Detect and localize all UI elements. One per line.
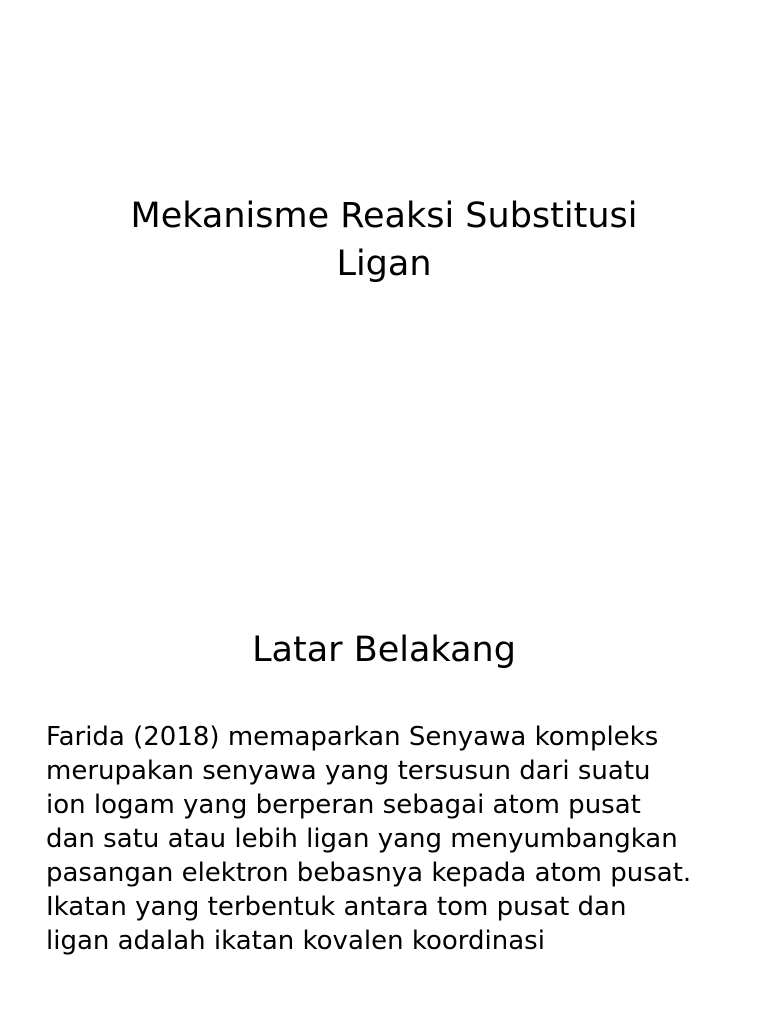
slide-2-body-line-6: Ikatan yang terbentuk antara tom pusat dan bbox=[46, 892, 627, 922]
slide-2-body-line-2: merupakan senyawa yang tersusun dari suatu bbox=[46, 756, 651, 786]
slide-2-title: Latar Belakang bbox=[252, 630, 516, 670]
slide-2-body-line-3: ion logam yang berperan sebagai atom pusat bbox=[46, 790, 641, 820]
slide-2-body-line-1: Farida (2018) memaparkan Senyawa kompleks bbox=[46, 722, 659, 752]
slide-2 bbox=[0, 576, 768, 1024]
slide-2-body-line-4: dan satu atau lebih ligan yang menyumbangkan bbox=[46, 824, 678, 854]
slide-1-title bbox=[40, 192, 728, 288]
slide-1-title-line-2: Ligan bbox=[336, 244, 432, 284]
slide-2-body-line-5: pasangan elektron bebasnya kepada atom pusat. bbox=[46, 858, 692, 888]
slide-2-body bbox=[46, 720, 736, 958]
slide-1-title-line-1: Mekanisme Reaksi Substitusi bbox=[130, 196, 638, 236]
slide-2-body-line-7: ligan adalah ikatan kovalen koordinasi bbox=[46, 926, 545, 956]
